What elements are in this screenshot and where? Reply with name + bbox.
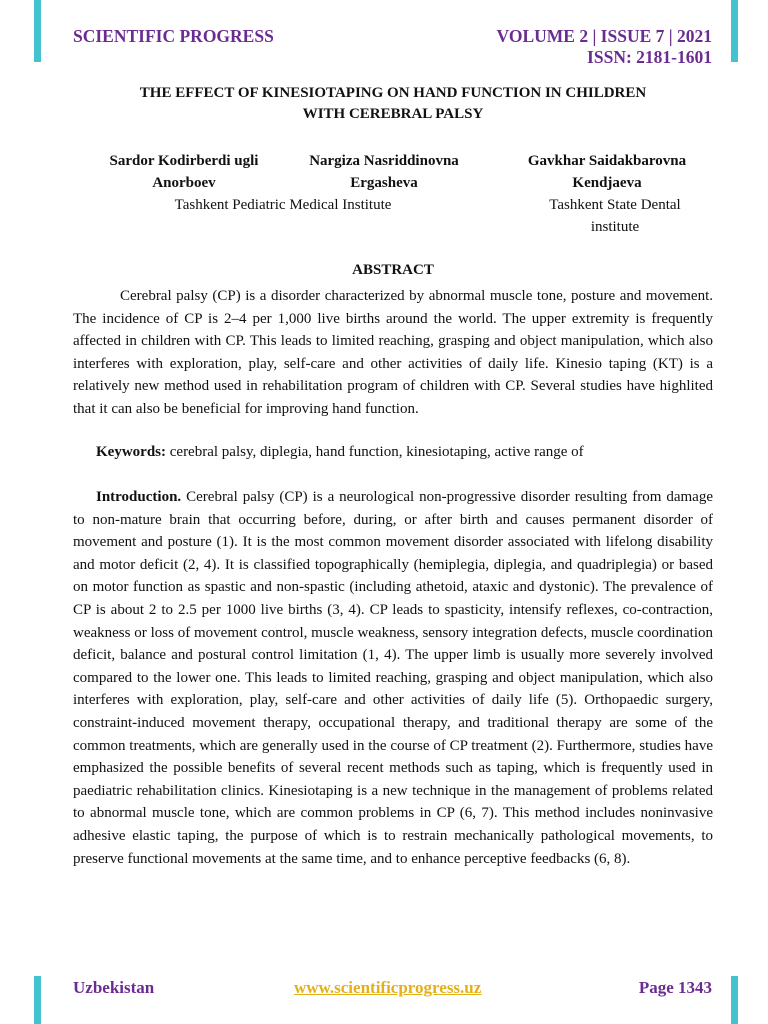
author-3-line-1: Gavkhar Saidakbarovna bbox=[527, 153, 687, 169]
author-3 bbox=[498, 150, 716, 194]
abstract-text: Cerebral palsy (CP) is a disorder characterized by abnormal muscle tone, posture and movement. The incidence of CP is 2–4 per 1,000 live births around the world. The upper extremity is frequently affected in children with CP. This leads to limited reaching, grasping and object manipulation, which also interferes with exploration, play, self-care and other activities of daily life. Kinesio taping (KT) is a relatively new method used in rehabilitation program of children with CP. Several studies have highlited that it can also be beneficial for improving hand function. bbox=[73, 288, 713, 417]
bottom-left-accent-bar bbox=[34, 976, 41, 1024]
keywords-label: Keywords: bbox=[96, 444, 166, 460]
introduction-label: Introduction. bbox=[96, 489, 182, 505]
paper-title bbox=[73, 83, 713, 125]
affiliation-2-line-1: Tashkent State Dental bbox=[549, 197, 681, 213]
issue-info bbox=[497, 26, 712, 68]
affiliation-1-line-1: Tashkent Pediatric Medical Institute bbox=[174, 197, 392, 213]
footer-website-link[interactable]: www.scientificprogress.uz bbox=[294, 978, 482, 997]
author-1 bbox=[73, 150, 295, 194]
introduction-text: Cerebral palsy (CP) is a neurological non-progressive disorder resulting from damage to non-mature brain that occurring before, during, or after birth and causes permanent disorder of movement and posture (1). It is the most common movement disorder associated with lifelong disability and motor deficit (2, 4). It is classified topographically (hemiplegia, diplegia, and quadriplegia) or based on motor function as spastic and non-spastic (including athetoid, ataxic and dystonic). The prevalence of CP is about 2 to 2.5 per 1000 live births (3, 4). CP leads to spasticity, intensify reflexes, co-contraction, weakness or loss of movement control, muscle weakness, sensory integration defects, muscle coordination deficit, balance and postural control limitation (1, 4). The upper limb is usually more severely involved compared to the lower one. This leads to limited reaching, grasping and object manipulation, which also interferes with exploration, play, self-care and other activities of daily life (5). Orthopaedic surgery, constraint-induced movement therapy, occupational therapy, and traditional therapy are some of the common treatments, which are generally used in the course of CP treatment (2). Furthermore, studies have emphasized the possible benefits of several recent methods such as taping, which is frequently used in paediatric rehabilitation clinics. Kinesiotaping is a new technique in the management of problems related to abnormal muscle tone, which are common problems in CP (6, 7). This method includes noninvasive adhesive elastic taping, the purpose of which is to restrain mechanically pathological movements, to preserve functional movements at the same time, and to enhance perceptive feedbacks (6, 8). bbox=[73, 489, 713, 867]
introduction-paragraph bbox=[73, 486, 713, 870]
affiliation-2-line-2: institute bbox=[590, 219, 640, 235]
author-2 bbox=[277, 150, 491, 194]
author-2-line-1: Nargiza Nasriddinovna bbox=[309, 153, 459, 169]
issn: ISSN: 2181-1601 bbox=[587, 47, 712, 67]
top-right-accent-bar bbox=[731, 0, 738, 62]
keywords-paragraph bbox=[73, 441, 713, 464]
keywords-text: cerebral palsy, diplegia, hand function, kinesiotaping, active range of bbox=[166, 444, 584, 460]
affiliation-1 bbox=[130, 194, 436, 216]
journal-name: SCIENTIFIC PROGRESS bbox=[73, 26, 274, 46]
author-3-line-2: Kendjaeva bbox=[572, 175, 642, 191]
bottom-right-accent-bar bbox=[731, 976, 738, 1024]
author-2-line-2: Ergasheva bbox=[350, 175, 418, 191]
title-line-2: WITH CEREBRAL PALSY bbox=[302, 106, 484, 122]
footer-page-number: Page 1343 bbox=[638, 978, 712, 997]
author-1-line-2: Anorboev bbox=[152, 175, 216, 191]
footer-country: Uzbekistan bbox=[73, 978, 155, 997]
top-left-accent-bar bbox=[34, 0, 41, 62]
title-line-1: THE EFFECT OF KINESIOTAPING ON HAND FUNCTION IN CHILDREN bbox=[139, 85, 647, 101]
affiliation-2 bbox=[518, 194, 712, 238]
author-1-line-1: Sardor Kodirberdi ugli bbox=[109, 153, 259, 169]
abstract-heading: ABSTRACT bbox=[352, 262, 434, 278]
volume-issue-year: VOLUME 2 | ISSUE 7 | 2021 bbox=[496, 26, 712, 46]
